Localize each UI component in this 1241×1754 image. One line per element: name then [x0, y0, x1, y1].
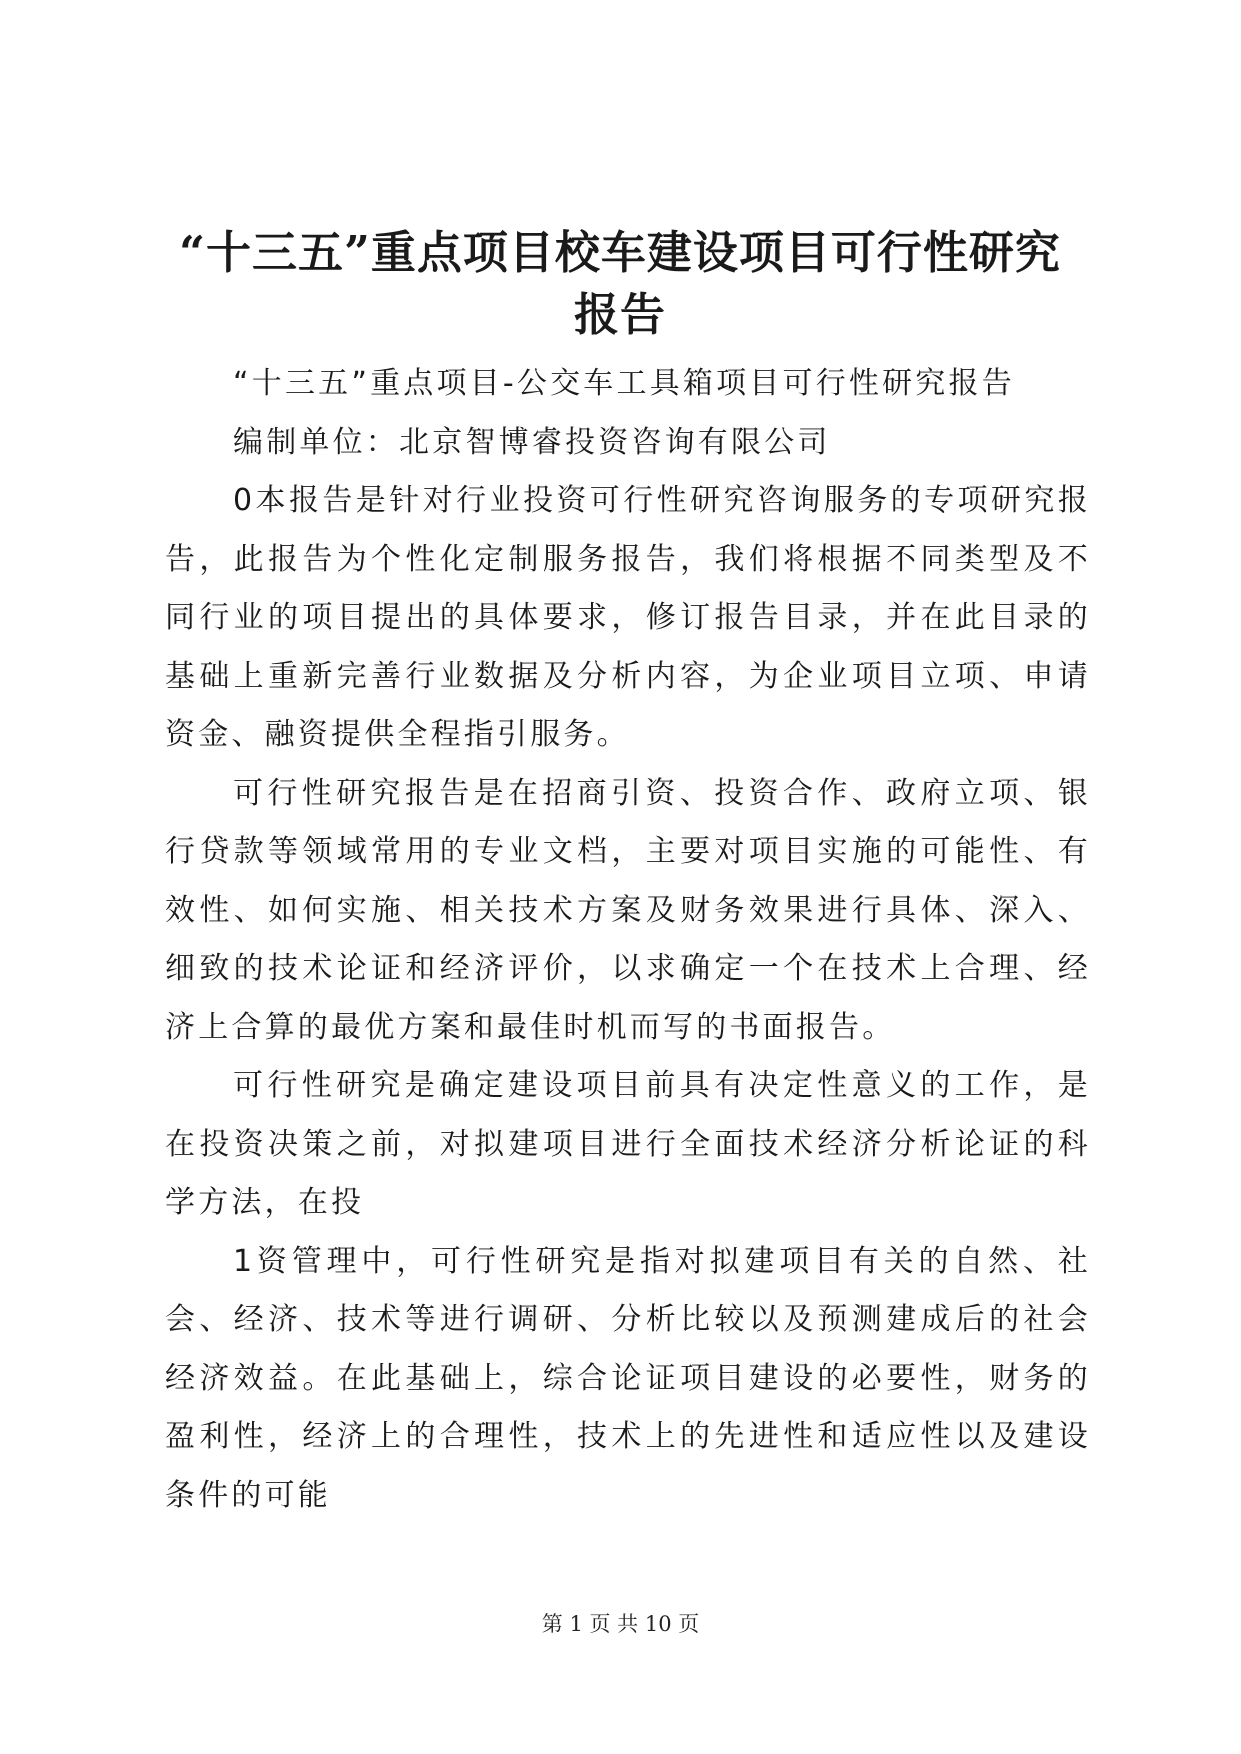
title-line-1: “十三五”重点项目校车建设项目可行性研究: [179, 226, 1061, 279]
body-paragraph: 1资管理中，可行性研究是指对拟建项目有关的自然、社会、经济、技术等进行调研、分析比较以及预测建成后的社会经济效益。在此基础上，综合论证项目建设的必要性，财务的盈利性，经济上的合理性，技术上的先进性和适应性以及建设条件的可能: [165, 1243, 1091, 1513]
body-paragraph: 可行性研究是确定建设项目前具有决定性意义的工作，是在投资决策之前，对拟建项目进行全面技术经济分析论证的科学方法，在投: [165, 1068, 1091, 1220]
subtitle-paragraph: “十三五”重点项目-公交车工具箱项目可行性研究报告: [233, 366, 1015, 401]
title-line-2: 报告: [573, 288, 666, 341]
body-paragraph: 0本报告是针对行业投资可行性研究咨询服务的专项研究报告，此报告为个性化定制服务报告，我们将根据不同类型及不同行业的项目提出的具体要求，修订报告目录，并在此目录的基础上重新完善行业数据及分析内容，为企业项目立项、申请资金、融资提供全程指引服务。: [165, 483, 1091, 752]
body-paragraph: 可行性研究报告是在招商引资、投资合作、政府立项、银行贷款等领域常用的专业文档，主要对项目实施的可能性、有效性、如何实施、相关技术方案及财务效果进行具体、深入、细致的技术论证和经济评价，以求确定一个在技术上合理、经济上合算的最优方案和最佳时机而写的书面报告。: [165, 775, 1091, 1045]
publisher-paragraph: 编制单位：北京智博睿投资咨询有限公司: [233, 424, 831, 460]
document-body: [165, 355, 1091, 1525]
page-number-footer: 第 1 页 共 10 页: [541, 1612, 700, 1636]
document-title: [150, 222, 1090, 346]
